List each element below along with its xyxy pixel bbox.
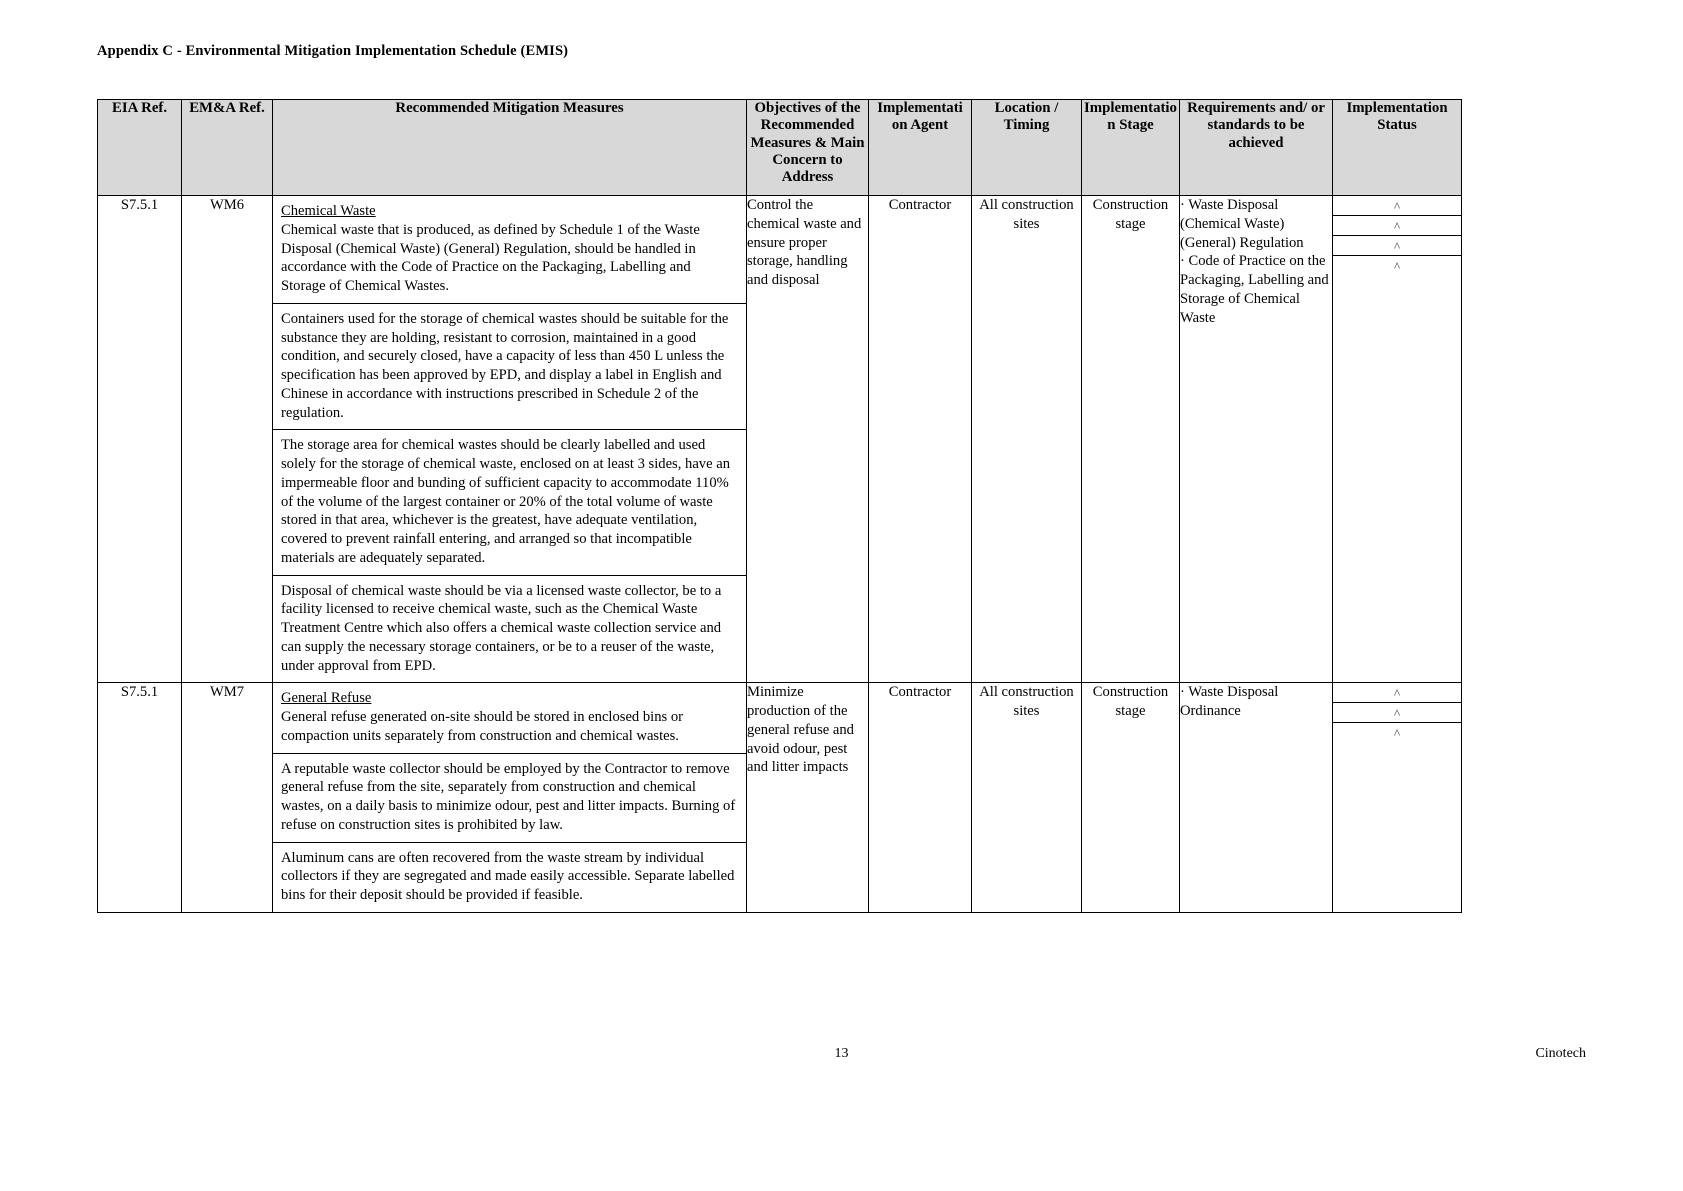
status-mark: ^ [1333, 196, 1461, 216]
cell-stage: Construction stage [1082, 196, 1180, 683]
cell-agent: Contractor [869, 683, 972, 913]
status-mark: ^ [1393, 726, 1401, 742]
cell-objectives: Control the chemical waste and ensure proper storage, handling and disposal [747, 196, 869, 683]
requirement-item: · Waste Disposal Ordinance [1180, 684, 1279, 719]
column-header-requirements: Requirements and/ or standards to be achieved [1180, 100, 1333, 196]
cell-location: All construction sites [972, 196, 1082, 683]
measure-title: General Refuse [281, 690, 372, 707]
status-sublist [1333, 196, 1461, 275]
column-header-status: Implementation Status [1333, 100, 1462, 196]
column-header-emea-ref: EM&A Ref. [182, 100, 273, 196]
requirement-item: · Waste Disposal (Chemical Waste) (General) Regulation [1180, 197, 1304, 251]
measure-text: The storage area for chemical wastes should be clearly labelled and used solely for the storage of chemical waste, enclosed on at least 3 sides, have an impermeable floor and bunding of sufficient capacity to accommodate 110% of the volume of the largest container or 20% of the total volume of waste stored in that area, whichever is the greatest, have adequate ventilation, covered to prevent rainfall entering, and arranged so that incompatible materials are adequately separated. [273, 430, 746, 575]
measure-text: Chemical waste that is produced, as defined by Schedule 1 of the Waste Disposal (Chemical Waste) (General) Regulation, should be handled in accordance with the Code of Practice on the Packaging, Labelling and Storage of Chemical Wastes. [281, 221, 700, 294]
measure-title: Chemical Waste [281, 203, 376, 219]
measure-item [273, 683, 746, 753]
status-mark: ^ [1333, 216, 1461, 236]
cell-objectives: Minimize production of the general refuse and avoid odour, pest and litter impacts [747, 683, 869, 913]
cell-emea-ref: WM6 [182, 196, 273, 683]
cell-emea-ref: WM7 [182, 683, 273, 913]
column-header-stage: Implementatio n Stage [1082, 100, 1180, 196]
table-header-row [98, 100, 1462, 196]
footer-brand: Cinotech [1535, 1046, 1586, 1061]
measure-item [273, 430, 746, 575]
measure-item [273, 842, 746, 912]
footer-page-number: 13 [834, 1046, 849, 1061]
column-header-eia-ref: EIA Ref. [98, 100, 182, 196]
table-row [98, 683, 1462, 913]
status-mark: ^ [1393, 259, 1401, 274]
emis-table [97, 99, 1462, 913]
requirement-item: · Code of Practice on the Packaging, Labelling and Storage of Chemical Waste [1180, 253, 1329, 326]
column-header-measures: Recommended Mitigation Measures [273, 100, 747, 196]
measures-sublist [273, 683, 746, 912]
cell-measures [273, 196, 747, 683]
measure-text: Aluminum cans are often recovered from the waste stream by individual collectors if they are segregated and made easily accessible. Separate labelled bins for their deposit should be provided if feasible. [281, 849, 735, 903]
cell-requirements [1180, 196, 1333, 683]
measure-item [273, 196, 746, 303]
measures-sublist [273, 196, 746, 682]
measure-text: Disposal of chemical waste should be via a licensed waste collector, be to a facility licensed to receive chemical waste, such as the Chemical Waste Treatment Centre which also offers a chemical waste collection service and can supply the necessary storage containers, or be to a reuser of the waste, under approval from EPD. [281, 582, 722, 674]
measure-item [273, 575, 746, 682]
cell-measures [273, 683, 747, 913]
status-sublist [1333, 683, 1461, 742]
measure-text: A reputable waste collector should be employed by the Contractor to remove general refuse from the site, separately from construction and chemical wastes, on a daily basis to minimize odour, pest and litter impacts. Burning of refuse on construction sites is prohibited by law. [273, 753, 746, 842]
cell-requirements [1180, 683, 1333, 913]
cell-stage: Construction stage [1082, 683, 1180, 913]
measure-text: Containers used for the storage of chemical wastes should be suitable for the substance they are holding, resistant to corrosion, maintained in a good condition, and securely closed, have a capacity of less than 450 L unless the specification has been approved by EPD, and display a label in English and Chinese in accordance with instructions prescribed in Schedule 2 of the regulation. [273, 303, 746, 430]
column-header-objectives: Objectives of the Recommended Measures & Main Concern to Address [747, 100, 869, 196]
column-header-agent: Implementati on Agent [869, 100, 972, 196]
cell-status [1333, 683, 1462, 913]
document-header-title: Appendix C - Environmental Mitigation Implementation Schedule (EMIS) [97, 43, 569, 59]
measure-item [273, 753, 746, 842]
cell-location: All construction sites [972, 683, 1082, 913]
status-mark: ^ [1333, 683, 1461, 703]
status-mark: ^ [1333, 236, 1461, 256]
measure-text: General refuse generated on-site should be stored in enclosed bins or compaction units separately from construction and chemical wastes. [281, 709, 684, 744]
cell-status [1333, 196, 1462, 683]
measure-item [273, 303, 746, 430]
cell-agent: Contractor [869, 196, 972, 683]
status-mark: ^ [1333, 703, 1461, 723]
cell-eia-ref: S7.5.1 [98, 196, 182, 683]
cell-eia-ref: S7.5.1 [98, 683, 182, 913]
table-row [98, 196, 1462, 683]
column-header-location: Location / Timing [972, 100, 1082, 196]
